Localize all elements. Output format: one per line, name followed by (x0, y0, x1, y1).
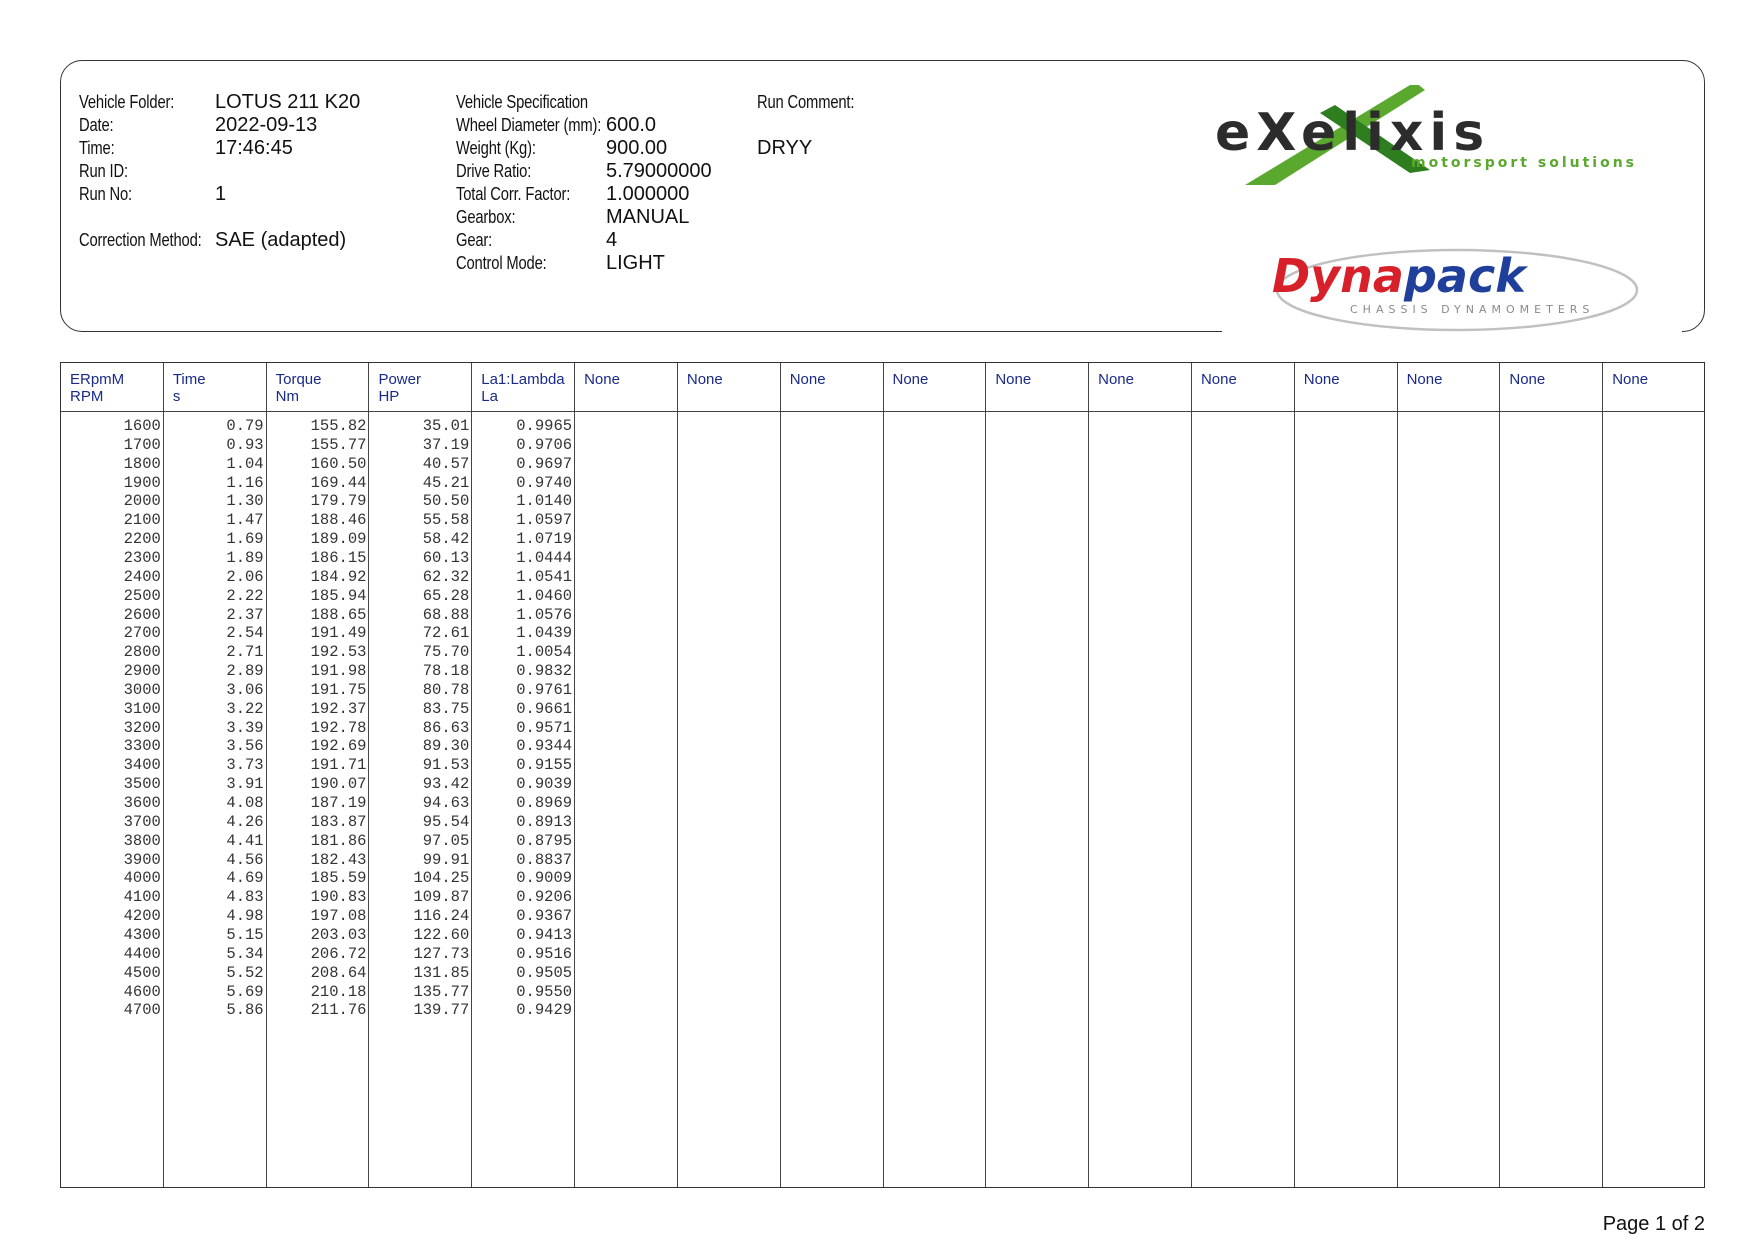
correction-method-label: Correction Method: (79, 230, 202, 250)
table-cell: 2.06 (226, 567, 264, 586)
table-cell: 0.9740 (516, 473, 573, 492)
column-header-name: None (789, 371, 826, 388)
table-cell: 0.8913 (516, 812, 573, 831)
table-cell: 191.49 (310, 624, 367, 643)
table-cell: 94.63 (422, 794, 470, 812)
dynapack-logo (1262, 240, 1652, 340)
table-cell: 4.56 (226, 850, 264, 869)
column-divider (985, 363, 986, 1187)
column-header-name: Time (172, 371, 206, 388)
column-header (1201, 371, 1237, 388)
table-cell: 210.18 (310, 982, 367, 1001)
gearbox-value: MANUAL (606, 206, 690, 228)
table-cell: 0.8969 (516, 794, 573, 812)
column-divider (1191, 363, 1192, 1187)
table-cell: 0.93 (226, 435, 264, 454)
dynapack-wordmark: Dynapack (1272, 249, 1526, 303)
table-cell: 179.79 (310, 492, 367, 511)
table-cell: 4300 (123, 925, 161, 944)
table-cell: 0.9516 (516, 944, 573, 963)
table-cell: 5.15 (226, 925, 264, 944)
run-no-row (79, 184, 144, 206)
drive-ratio-value: 5.79000000 (606, 160, 712, 182)
column-header (790, 371, 826, 388)
dynapack-tagline: CHASSIS DYNAMOMETERS (1350, 303, 1595, 316)
column-divider (1397, 363, 1398, 1187)
table-cell: 3200 (123, 718, 161, 737)
table-cell: 2700 (123, 624, 161, 643)
table-cell: 0.9661 (516, 699, 573, 718)
column-header (1612, 371, 1648, 388)
table-cell: 4.26 (226, 812, 264, 831)
column-header-name: None (1303, 371, 1340, 388)
control-mode-row (456, 253, 566, 275)
table-cell: 0.9429 (516, 1001, 573, 1020)
vehicle-folder-label: Vehicle Folder: (79, 92, 175, 112)
exelixis-logo (1215, 85, 1685, 200)
table-cell: 188.46 (310, 511, 367, 530)
table-cell: 1.30 (226, 492, 264, 511)
table-cell: 0.9550 (516, 982, 573, 1001)
table-cell: 184.92 (310, 567, 367, 586)
table-cell: 1.0719 (516, 530, 573, 549)
table-cell: 4200 (123, 907, 161, 926)
run-id-label: Run ID: (79, 161, 128, 181)
table-cell: 0.8795 (516, 831, 573, 850)
table-cell: 169.44 (310, 473, 367, 492)
table-cell: 1.16 (226, 473, 264, 492)
correction-method-row (79, 230, 228, 252)
table-cell: 122.60 (413, 925, 470, 944)
total-corr-value: 1.000000 (606, 183, 690, 205)
table-cell: 5.34 (226, 944, 264, 963)
column-divider (1294, 363, 1295, 1187)
table-cell: 0.9009 (516, 869, 573, 888)
date-row (79, 115, 121, 137)
table-cell: 185.94 (310, 586, 367, 605)
table-cell: 187.19 (310, 794, 367, 812)
table-cell: 139.77 (413, 1001, 470, 1020)
table-cell: 80.78 (422, 680, 470, 699)
table-cell: 135.77 (413, 982, 470, 1001)
control-mode-label: Control Mode: (456, 253, 547, 273)
wheel-diameter-value: 600.0 (606, 114, 657, 136)
table-cell: 68.88 (422, 605, 470, 624)
column-divider (1499, 363, 1500, 1187)
table-cell: 1.47 (226, 511, 264, 530)
dyno-data-table (60, 362, 1705, 1188)
table-cell: 104.25 (413, 869, 470, 888)
table-cell: 55.58 (422, 511, 470, 530)
table-cell: 211.76 (310, 1001, 367, 1020)
table-cell: 35.01 (422, 417, 470, 435)
control-mode-value: LIGHT (606, 252, 665, 274)
column-header-name: None (686, 371, 723, 388)
table-cell: 60.13 (422, 548, 470, 567)
table-cell: 0.9571 (516, 718, 573, 737)
weight-value: 900.00 (606, 137, 668, 159)
table-cell: 4.98 (226, 907, 264, 926)
table-cell: 188.65 (310, 605, 367, 624)
column-header-name: ERpmM (70, 371, 125, 388)
table-cell: 93.42 (422, 775, 470, 794)
run-comment-label: Run Comment: (757, 92, 855, 112)
table-cell: 3600 (123, 794, 161, 812)
table-cell: 4600 (123, 982, 161, 1001)
column-header (1098, 371, 1134, 388)
table-cell: 72.61 (422, 624, 470, 643)
column-header (276, 371, 322, 405)
table-cell: 1700 (123, 435, 161, 454)
table-cell: 1.0460 (516, 586, 573, 605)
table-cell: 3.06 (226, 680, 264, 699)
table-cell: 2600 (123, 605, 161, 624)
table-cell: 0.9367 (516, 907, 573, 926)
correction-method-value: SAE (adapted) (215, 229, 347, 251)
table-cell: 191.71 (310, 756, 367, 775)
table-cell: 3800 (123, 831, 161, 850)
table-cell: 91.53 (422, 756, 470, 775)
weight-label: Weight (Kg): (456, 138, 536, 158)
table-cell: 192.69 (310, 737, 367, 756)
column-header (995, 371, 1031, 388)
table-cell: 62.32 (422, 567, 470, 586)
column-header-name: None (892, 371, 929, 388)
column-header-name: None (995, 371, 1032, 388)
table-cell: 189.09 (310, 530, 367, 549)
table-cell: 2300 (123, 548, 161, 567)
drive-ratio-label: Drive Ratio: (456, 161, 532, 181)
vehicle-folder-row (79, 92, 195, 114)
run-no-label: Run No: (79, 184, 133, 204)
table-cell: 0.9155 (516, 756, 573, 775)
table-cell: 65.28 (422, 586, 470, 605)
table-cell: 75.70 (422, 643, 470, 662)
table-cell: 0.9344 (516, 737, 573, 756)
table-cell: 3900 (123, 850, 161, 869)
table-cell: 182.43 (310, 850, 367, 869)
table-cell: 0.9706 (516, 435, 573, 454)
table-cell: 0.9206 (516, 888, 573, 907)
table-cell: 197.08 (310, 907, 367, 926)
table-cell: 5.52 (226, 963, 264, 982)
column-header-unit: La (481, 388, 498, 405)
table-cell: 2100 (123, 511, 161, 530)
table-cell: 4.08 (226, 794, 264, 812)
table-cell: 4500 (123, 963, 161, 982)
table-cell: 185.59 (310, 869, 367, 888)
spec-title-row (456, 92, 617, 114)
table-cell: 50.50 (422, 492, 470, 511)
column-header-unit: RPM (70, 388, 104, 405)
table-cell: 4.69 (226, 869, 264, 888)
column-header (1509, 371, 1545, 388)
table-cell: 99.91 (422, 850, 470, 869)
table-cell: 58.42 (422, 530, 470, 549)
table-cell: 2.71 (226, 643, 264, 662)
table-cell: 191.98 (310, 662, 367, 681)
column-header (173, 371, 206, 405)
table-cell: 0.9697 (516, 454, 573, 473)
exelixis-wordmark: eXelixis (1215, 103, 1491, 163)
table-cell: 86.63 (422, 718, 470, 737)
date-value: 2022-09-13 (215, 114, 318, 136)
table-cell: 1.0541 (516, 567, 573, 586)
table-cell: 2500 (123, 586, 161, 605)
table-cell: 83.75 (422, 699, 470, 718)
time-row (79, 138, 122, 160)
table-cell: 1600 (123, 417, 161, 435)
table-cell: 2800 (123, 643, 161, 662)
run-id-row (79, 161, 139, 183)
table-cell: 1900 (123, 473, 161, 492)
table-cell: 116.24 (413, 907, 470, 926)
column-header-name: None (1612, 371, 1649, 388)
column-header (893, 371, 929, 388)
table-cell: 2400 (123, 567, 161, 586)
gearbox-row (456, 207, 528, 229)
column-header-name: None (1509, 371, 1546, 388)
table-cell: 89.30 (422, 737, 470, 756)
column-header-name: La1:Lambda (481, 371, 565, 388)
table-cell: 0.9761 (516, 680, 573, 699)
table-cell: 3.22 (226, 699, 264, 718)
vehicle-folder-value: LOTUS 211 K20 (215, 91, 361, 113)
table-cell: 2000 (123, 492, 161, 511)
table-cell: 1.04 (226, 454, 264, 473)
table-cell: 127.73 (413, 944, 470, 963)
table-cell: 181.86 (310, 831, 367, 850)
table-cell: 1800 (123, 454, 161, 473)
column-header (1304, 371, 1340, 388)
table-cell: 4400 (123, 944, 161, 963)
column-header-name: Torque (275, 371, 322, 388)
table-cell: 3100 (123, 699, 161, 718)
table-cell: 45.21 (422, 473, 470, 492)
table-cell: 97.05 (422, 831, 470, 850)
table-cell: 155.82 (310, 417, 367, 435)
table-cell: 37.19 (422, 435, 470, 454)
run-no-value: 1 (215, 183, 227, 205)
page-number: Page 1 of 2 (1602, 1213, 1705, 1235)
time-value: 17:46:45 (215, 137, 293, 159)
table-cell: 0.9039 (516, 775, 573, 794)
table-cell: 3300 (123, 737, 161, 756)
column-header (687, 371, 723, 388)
run-comment-value: DRYY (757, 137, 813, 159)
column-header-name: None (1406, 371, 1443, 388)
table-cell: 95.54 (422, 812, 470, 831)
table-cell: 4100 (123, 888, 161, 907)
column-header (1407, 371, 1443, 388)
table-cell: 3500 (123, 775, 161, 794)
table-cell: 190.07 (310, 775, 367, 794)
column-divider (677, 363, 678, 1187)
table-cell: 109.87 (413, 888, 470, 907)
table-cell: 192.78 (310, 718, 367, 737)
table-cell: 0.9413 (516, 925, 573, 944)
wheel-diameter-label: Wheel Diameter (mm): (456, 115, 602, 135)
table-cell: 0.9832 (516, 662, 573, 681)
table-cell: 1.0054 (516, 643, 573, 662)
table-cell: 2.22 (226, 586, 264, 605)
table-cell: 5.69 (226, 982, 264, 1001)
table-cell: 2.89 (226, 662, 264, 681)
table-cell: 0.8837 (516, 850, 573, 869)
date-label: Date: (79, 115, 114, 135)
table-cell: 2200 (123, 530, 161, 549)
table-cell: 191.75 (310, 680, 367, 699)
gear-row (456, 230, 500, 252)
column-header-name: Power (378, 371, 421, 388)
table-cell: 4.83 (226, 888, 264, 907)
table-cell: 1.89 (226, 548, 264, 567)
drive-ratio-row (456, 161, 548, 183)
total-corr-row (456, 184, 595, 206)
column-header (584, 371, 620, 388)
column-divider (780, 363, 781, 1187)
table-cell: 3700 (123, 812, 161, 831)
column-header (70, 371, 124, 405)
column-header-name: None (1098, 371, 1134, 388)
vehicle-spec-title: Vehicle Specification (456, 92, 588, 112)
column-header (481, 371, 564, 405)
column-divider (1088, 363, 1089, 1187)
gear-value: 4 (606, 229, 618, 251)
table-cell: 208.64 (310, 963, 367, 982)
table-cell: 3000 (123, 680, 161, 699)
table-cell: 131.85 (413, 963, 470, 982)
table-cell: 1.0444 (516, 548, 573, 567)
column-header-name: None (584, 371, 620, 388)
column-divider (1602, 363, 1603, 1187)
column-divider (574, 363, 575, 1187)
column-header (378, 371, 421, 405)
table-cell: 0.9505 (516, 963, 573, 982)
gearbox-label: Gearbox: (456, 207, 516, 227)
table-cell: 160.50 (310, 454, 367, 473)
table-cell: 192.53 (310, 643, 367, 662)
column-header-name: None (1200, 371, 1237, 388)
table-cell: 4000 (123, 869, 161, 888)
table-cell: 2.54 (226, 624, 264, 643)
table-cell: 3400 (123, 756, 161, 775)
table-cell: 4700 (123, 1001, 161, 1020)
table-cell: 1.69 (226, 530, 264, 549)
table-cell: 183.87 (310, 812, 367, 831)
table-cell: 4.41 (226, 831, 264, 850)
table-cell: 206.72 (310, 944, 367, 963)
table-cell: 3.73 (226, 756, 264, 775)
run-comment-row (757, 92, 876, 114)
column-header-unit: HP (378, 388, 400, 405)
column-header-unit: Nm (275, 388, 299, 405)
table-cell: 1.0576 (516, 605, 573, 624)
weight-row (456, 138, 553, 160)
table-cell: 1.0140 (516, 492, 573, 511)
table-cell: 1.0597 (516, 511, 573, 530)
table-cell: 40.57 (422, 454, 470, 473)
table-cell: 190.83 (310, 888, 367, 907)
table-cell: 1.0439 (516, 624, 573, 643)
column-header-unit: s (172, 388, 181, 405)
gear-label: Gear: (456, 230, 493, 250)
table-cell: 3.56 (226, 737, 264, 756)
total-corr-label: Total Corr. Factor: (456, 184, 571, 204)
table-cell: 0.79 (226, 417, 264, 435)
time-label: Time: (79, 138, 115, 158)
table-cell: 203.03 (310, 925, 367, 944)
table-cell: 0.9965 (516, 417, 573, 435)
table-cell: 78.18 (422, 662, 470, 681)
table-cell: 3.39 (226, 718, 264, 737)
table-cell: 3.91 (226, 775, 264, 794)
table-cell: 155.77 (310, 435, 367, 454)
table-cell: 5.86 (226, 1001, 264, 1020)
table-cell: 192.37 (310, 699, 367, 718)
column-divider (883, 363, 884, 1187)
table-cell: 186.15 (310, 548, 367, 567)
table-cell: 2900 (123, 662, 161, 681)
table-cell: 2.37 (226, 605, 264, 624)
exelixis-tagline: motorsport solutions (1411, 155, 1637, 171)
